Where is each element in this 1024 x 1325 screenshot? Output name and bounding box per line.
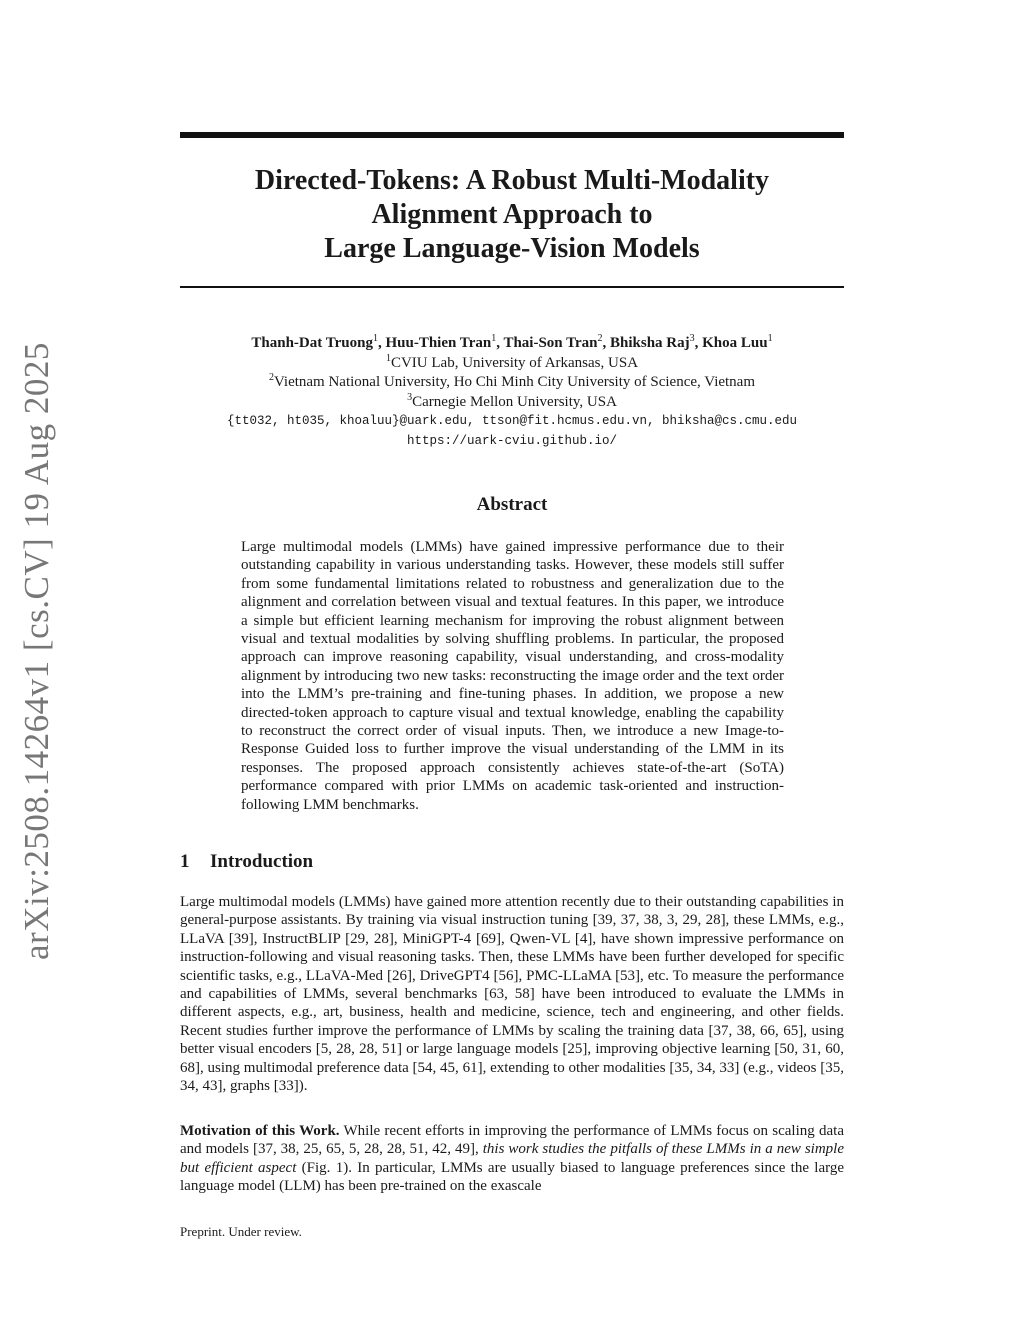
intro-paragraph-1: Large multimodal models (LMMs) have gained more attention recently due to their outstanding capabilities in general-purpose assistants. By training via visual instruction tuning [39, 37, 38, 3, 29, 28], these LMMs, e.g., LLaVA [39], InstructBLIP [29, 28], MiniGPT-4 [69], Qwen-VL [4], have shown impressive performance on instruction-following and visual reasoning tasks. Then, these LMMs have been further developed for specific scientific tasks, e.g., LLaVA-Med [26], DriveGPT4 [56], PMC-LLaMA [53], etc. To measure the performance and capabilities of LMMs, several benchmarks [63, 58] have been introduced to evaluate the LMMs in different aspects, e.g., art, business, health and medicine, science, tech and engineering, and other fields. Recent studies further improve the performance of LMMs by scaling the training data [37, 38, 66, 65], using better visual encoders [5, 28, 28, 51] or large language models [25], improving objective learning [50, 31, 60, 68], using multimodal preference data [54, 45, 61], extending to other modalities [35, 34, 33] (e.g., videos [35, 34, 43], graphs [33]).	[180, 894, 844, 1095]
author-5: Khoa Luu	[702, 335, 768, 351]
author-1-affil: 1	[372, 333, 378, 344]
paper-title	[180, 164, 844, 266]
arxiv-identifier: arXiv:2508.14264v1 [cs.CV] 19 Aug 2025	[17, 342, 56, 960]
motivation-label: Motivation of this Work.	[180, 1123, 340, 1139]
title-line-3: Large Language-Vision Models	[324, 233, 700, 264]
abstract-text: Large multimodal models (LMMs) have gained impressive performance due to their outstanding capability in various understanding tasks. However, these models still suffer from some fundamental limitations related to robustness and generalization due to the alignment and correlation between visual and textual features. In this paper, we introduce a simple but efficient learning mechanism for improving the robust alignment between visual and textual modalities by solving shuffling problems. In particular, the proposed approach can improve reasoning capability, visual understanding, and cross-modality alignment by introducing two new tasks: reconstructing the image order and the text order into the LMM’s pre-training and fine-tuning phases. In addition, we propose a new directed-token approach to capture visual and textual knowledge, enabling the capability to reconstruct the correct order of visual inputs. Then, we introduce a new Image-to-Response Guided loss to further improve the visual understanding of the LMM in its responses. The proposed approach consistently achieves state-of-the-art (SoTA) performance compared with prior LMMs on academic task-oriented and instruction-following LMM benchmarks.	[241, 539, 784, 813]
project-url[interactable]: https://uark-cviu.github.io/	[406, 433, 618, 448]
title-bottom-rule	[180, 286, 844, 288]
author-5-affil: 1	[767, 333, 773, 344]
author-1: Thanh-Dat Truong	[251, 335, 373, 351]
title-line-2: Alignment Approach to	[371, 199, 653, 230]
author-4-affil: 3	[689, 333, 695, 344]
author-names: Thanh-Dat Truong$^1$, Huu-Thien Tran$^1$, Thai-Son Tran$^2$, Bhiksha Raj$^3$, Khoa Luu$^1$	[251, 333, 773, 351]
author-block	[180, 334, 844, 451]
section-number: 1	[180, 851, 190, 872]
section-title: Introduction	[210, 851, 314, 872]
title-line-1: Directed-Tokens: A Robust Multi-Modality	[254, 165, 770, 196]
intro-paragraph-2: Motivation of this Work. While recent efforts in improving the performance of LMMs focus on scaling data and models [37, 38, 25, 65, 5, 28, 28, 51, 42, 49], this work studies the pitfalls of these LMMs in a new simple but efficient aspect (Fig. 1). In particular, LMMs are usually biased to language preferences since the large language model (LLM) has been pre-trained on the exascale	[180, 1123, 844, 1195]
footer-note: Preprint. Under review.	[180, 1224, 302, 1239]
author-3-affil: 2	[597, 333, 603, 344]
author-3: Thai-Son Tran	[503, 335, 598, 351]
abstract-heading: Abstract	[476, 494, 548, 515]
motivation-emphasis: this work studies the pitfalls of these LMMs in a new simple but efficient aspect	[180, 1141, 844, 1176]
author-2: Huu-Thien Tran	[385, 335, 492, 351]
affiliation-2: $^2$Vietnam National University, Ho Chi Minh City University of Science, Vietnam	[268, 372, 756, 390]
author-2-affil: 1	[491, 333, 497, 344]
affiliation-3: $^3$Carnegie Mellon University, USA	[407, 391, 617, 410]
affiliation-1: $^1$CVIU Lab, University of Arkansas, USA	[385, 352, 639, 371]
author-4: Bhiksha Raj	[610, 335, 690, 351]
title-top-rule	[180, 132, 844, 138]
author-emails: {tt032, ht035, khoaluu}@uark.edu, ttson@fit.hcmus.edu.vn, bhiksha@cs.cmu.edu	[226, 414, 798, 428]
section-heading-introduction	[180, 851, 313, 873]
